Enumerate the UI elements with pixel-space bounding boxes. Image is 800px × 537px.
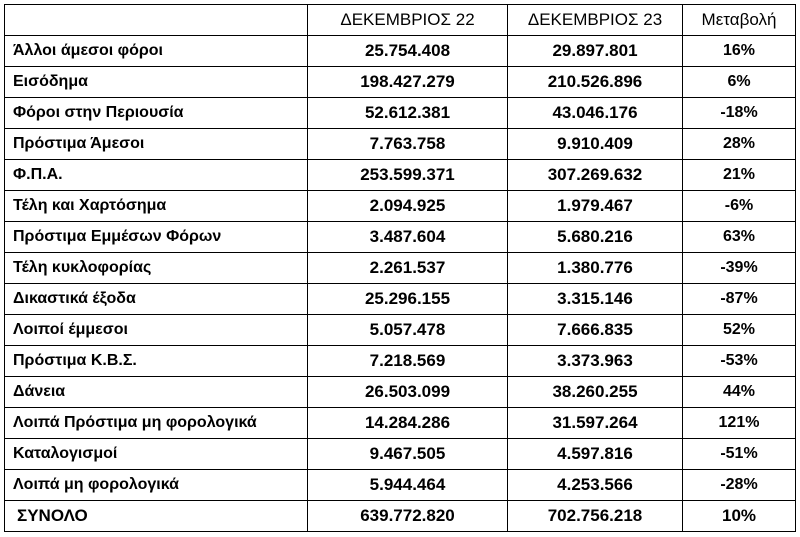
table-row bbox=[5, 284, 796, 315]
change-value: -51% bbox=[683, 439, 796, 470]
dec23-value: 29.897.801 bbox=[508, 36, 683, 67]
dec22-value: 2.094.925 bbox=[308, 191, 508, 222]
table-row bbox=[5, 36, 796, 67]
row-label: Πρόστιμα Άμεσοι bbox=[5, 129, 308, 160]
dec22-value: 14.284.286 bbox=[308, 408, 508, 439]
table-row bbox=[5, 160, 796, 191]
dec23-value: 38.260.255 bbox=[508, 377, 683, 408]
change-value: -28% bbox=[683, 470, 796, 501]
change-value: -39% bbox=[683, 253, 796, 284]
table-row bbox=[5, 408, 796, 439]
dec23-value: 1.979.467 bbox=[508, 191, 683, 222]
dec22-value: 25.296.155 bbox=[308, 284, 508, 315]
table-row bbox=[5, 253, 796, 284]
row-label: Φ.Π.Α. bbox=[5, 160, 308, 191]
header-dec23: ΔΕΚΕΜΒΡΙΟΣ 23 bbox=[508, 5, 683, 36]
change-value: -6% bbox=[683, 191, 796, 222]
dec23-value: 3.373.963 bbox=[508, 346, 683, 377]
dec23-value: 702.756.218 bbox=[508, 501, 683, 532]
dec22-value: 198.427.279 bbox=[308, 67, 508, 98]
table-row bbox=[5, 315, 796, 346]
header-dec22: ΔΕΚΕΜΒΡΙΟΣ 22 bbox=[308, 5, 508, 36]
change-value: 6% bbox=[683, 67, 796, 98]
row-label: Δάνεια bbox=[5, 377, 308, 408]
dec23-value: 1.380.776 bbox=[508, 253, 683, 284]
row-label: Άλλοι άμεσοι φόροι bbox=[5, 36, 308, 67]
row-label: Δικαστικά έξοδα bbox=[5, 284, 308, 315]
dec23-value: 9.910.409 bbox=[508, 129, 683, 160]
header-change: Μεταβολή bbox=[683, 5, 796, 36]
change-value: -18% bbox=[683, 98, 796, 129]
dec22-value: 25.754.408 bbox=[308, 36, 508, 67]
table-row bbox=[5, 191, 796, 222]
table-row bbox=[5, 346, 796, 377]
change-value: 10% bbox=[683, 501, 796, 532]
dec23-value: 4.253.566 bbox=[508, 470, 683, 501]
row-label: Εισόδημα bbox=[5, 67, 308, 98]
dec23-value: 210.526.896 bbox=[508, 67, 683, 98]
table-row bbox=[5, 222, 796, 253]
row-label: Τέλη κυκλοφορίας bbox=[5, 253, 308, 284]
dec22-value: 7.218.569 bbox=[308, 346, 508, 377]
change-value: -53% bbox=[683, 346, 796, 377]
dec22-value: 639.772.820 bbox=[308, 501, 508, 532]
change-value: 44% bbox=[683, 377, 796, 408]
table-row bbox=[5, 377, 796, 408]
dec22-value: 3.487.604 bbox=[308, 222, 508, 253]
revenue-table-container bbox=[4, 4, 796, 532]
dec22-value: 2.261.537 bbox=[308, 253, 508, 284]
table-row bbox=[5, 470, 796, 501]
table-row bbox=[5, 98, 796, 129]
row-label: ΣΥΝΟΛΟ bbox=[5, 501, 308, 532]
row-label: Τέλη και Χαρτόσημα bbox=[5, 191, 308, 222]
row-label: Λοιποί έμμεσοι bbox=[5, 315, 308, 346]
row-label: Λοιπά Πρόστιμα μη φορολογικά bbox=[5, 408, 308, 439]
header-category bbox=[5, 5, 308, 36]
table-body bbox=[5, 36, 796, 532]
dec22-value: 5.057.478 bbox=[308, 315, 508, 346]
change-value: 52% bbox=[683, 315, 796, 346]
row-label: Πρόστιμα Κ.Β.Σ. bbox=[5, 346, 308, 377]
dec23-value: 31.597.264 bbox=[508, 408, 683, 439]
table-row bbox=[5, 129, 796, 160]
change-value: 121% bbox=[683, 408, 796, 439]
change-value: 16% bbox=[683, 36, 796, 67]
row-label: Καταλογισμοί bbox=[5, 439, 308, 470]
dec23-value: 307.269.632 bbox=[508, 160, 683, 191]
dec22-value: 26.503.099 bbox=[308, 377, 508, 408]
dec23-value: 7.666.835 bbox=[508, 315, 683, 346]
total-row bbox=[5, 501, 796, 532]
dec22-value: 7.763.758 bbox=[308, 129, 508, 160]
dec23-value: 3.315.146 bbox=[508, 284, 683, 315]
row-label: Λοιπά μη φορολογικά bbox=[5, 470, 308, 501]
change-value: 21% bbox=[683, 160, 796, 191]
dec22-value: 9.467.505 bbox=[308, 439, 508, 470]
dec23-value: 4.597.816 bbox=[508, 439, 683, 470]
table-row bbox=[5, 439, 796, 470]
table-row bbox=[5, 67, 796, 98]
change-value: 28% bbox=[683, 129, 796, 160]
dec23-value: 43.046.176 bbox=[508, 98, 683, 129]
dec22-value: 5.944.464 bbox=[308, 470, 508, 501]
revenue-comparison-table bbox=[4, 4, 796, 532]
dec22-value: 52.612.381 bbox=[308, 98, 508, 129]
row-label: Πρόστιμα Εμμέσων Φόρων bbox=[5, 222, 308, 253]
table-header-row bbox=[5, 5, 796, 36]
row-label: Φόροι στην Περιουσία bbox=[5, 98, 308, 129]
change-value: -87% bbox=[683, 284, 796, 315]
change-value: 63% bbox=[683, 222, 796, 253]
dec23-value: 5.680.216 bbox=[508, 222, 683, 253]
dec22-value: 253.599.371 bbox=[308, 160, 508, 191]
